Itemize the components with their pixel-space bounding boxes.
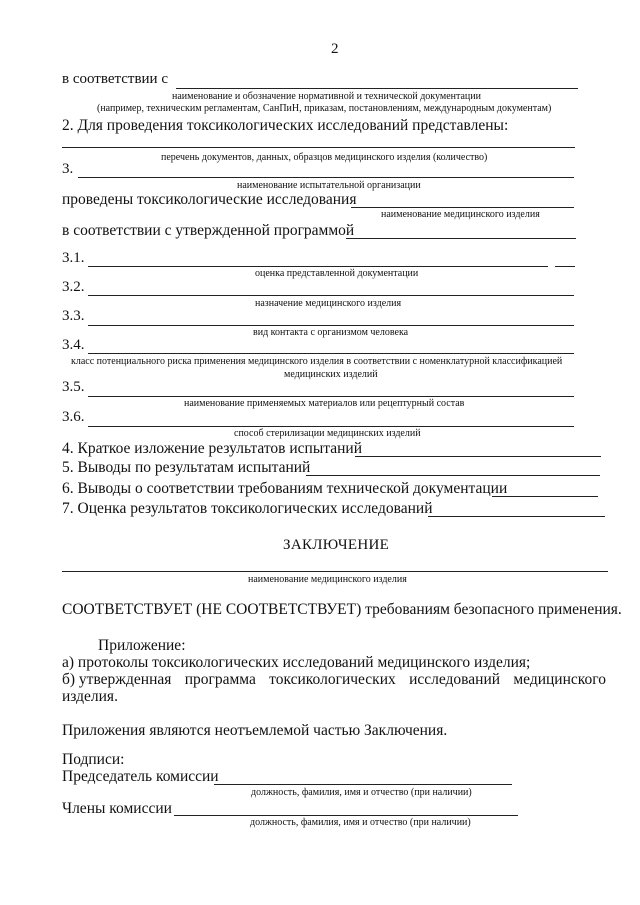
appendix-item-b-continuation: изделия. xyxy=(62,688,118,705)
field-caption: должность, фамилия, имя и отчество (при наличии) xyxy=(251,787,472,798)
field-caption: оценка представленной документации xyxy=(255,268,419,279)
field-caption: вид контакта с организмом человека xyxy=(253,327,409,338)
fill-line xyxy=(306,475,600,476)
fill-line xyxy=(78,177,574,178)
fill-line xyxy=(555,266,575,267)
subitem-number: 3.3. xyxy=(62,308,85,324)
item-5: 5. Выводы по результатам испытаний xyxy=(62,459,311,476)
field-caption: наименование медицинского изделия xyxy=(381,209,540,220)
fill-line xyxy=(351,207,574,208)
appendix-item-b-word: исследований xyxy=(409,671,501,688)
fill-line xyxy=(88,325,574,326)
program-text: в соответствии с утвержденной программой xyxy=(62,222,355,239)
appendix-item-b-word: токсикологических xyxy=(269,671,396,688)
section2-text: 2. Для проведения токсикологических исследований представлены: xyxy=(62,117,509,134)
subitem-number: 3.6. xyxy=(62,409,85,425)
fill-line xyxy=(346,238,576,239)
appendix-heading: Приложение: xyxy=(98,637,186,654)
field-caption: медицинских изделий xyxy=(284,369,378,380)
section1-prefix: в соответствии с xyxy=(62,71,168,87)
appendix-item-b-word: программа xyxy=(184,671,256,688)
item-4: 4. Краткое изложение результатов испытаний xyxy=(62,440,362,457)
fill-line xyxy=(428,516,605,517)
fill-line xyxy=(355,456,601,457)
fill-line xyxy=(176,88,578,89)
members-signature-line xyxy=(174,815,518,816)
field-caption: наименование применяемых материалов или рецептурный состав xyxy=(184,398,465,409)
field-caption: наименование испытательной организации xyxy=(237,180,421,191)
field-caption: должность, фамилия, имя и отчество (при наличии) xyxy=(250,817,471,828)
appendix-item-b-word: б) утвержденная xyxy=(62,671,172,688)
field-caption: перечень документов, данных, образцов медицинского изделия (количество) xyxy=(161,152,488,163)
fill-line xyxy=(88,266,548,267)
page-number: 2 xyxy=(331,41,339,57)
conclusion-statement: СООТВЕТСТВУЕТ (НЕ СООТВЕТСТВУЕТ) требованиям безопасного применения. xyxy=(62,601,622,618)
section3-number: 3. xyxy=(62,161,74,177)
chair-label: Председатель комиссии xyxy=(62,768,219,785)
appendix-note: Приложения являются неотъемлемой частью Заключения. xyxy=(62,722,448,739)
field-caption: назначение медицинского изделия xyxy=(255,298,402,309)
subitem-number: 3.5. xyxy=(62,379,85,395)
field-caption: наименование медицинского изделия xyxy=(248,574,407,585)
subitem-number: 3.2. xyxy=(62,279,85,295)
subitem-number: 3.4. xyxy=(62,337,85,353)
fill-line xyxy=(62,147,575,148)
fill-line xyxy=(62,571,608,572)
item-6: 6. Выводы о соответствии требованиям технической документации xyxy=(62,480,508,497)
field-caption: класс потенциального риска применения медицинского изделия в соответствии с номенклатурной классификацией xyxy=(71,356,563,367)
appendix-item-a: а) протоколы токсикологических исследований медицинского изделия; xyxy=(62,654,531,671)
members-label: Члены комиссии xyxy=(62,800,172,817)
fill-line xyxy=(88,353,574,354)
appendix-item-b xyxy=(62,671,606,689)
item-7: 7. Оценка результатов токсикологических исследований xyxy=(62,500,433,517)
fill-line xyxy=(492,496,598,497)
fill-line xyxy=(88,396,574,397)
appendix-item-b-word: медицинского xyxy=(513,671,606,688)
field-caption: наименование и обозначение нормативной и технической документации xyxy=(172,91,481,102)
fill-line xyxy=(88,426,574,427)
conclusion-title: ЗАКЛЮЧЕНИЕ xyxy=(283,537,390,553)
field-caption: (например, техническим регламентам, СанПиН, приказам, постановлениям, международным документам) xyxy=(97,103,552,114)
field-caption: способ стерилизации медицинских изделий xyxy=(234,428,421,439)
subitem-number: 3.1. xyxy=(62,250,85,266)
fill-line xyxy=(88,295,574,296)
conducted-text: проведены токсикологические исследования xyxy=(62,191,357,208)
chair-signature-line xyxy=(214,784,512,785)
signatures-heading: Подписи: xyxy=(62,751,125,768)
